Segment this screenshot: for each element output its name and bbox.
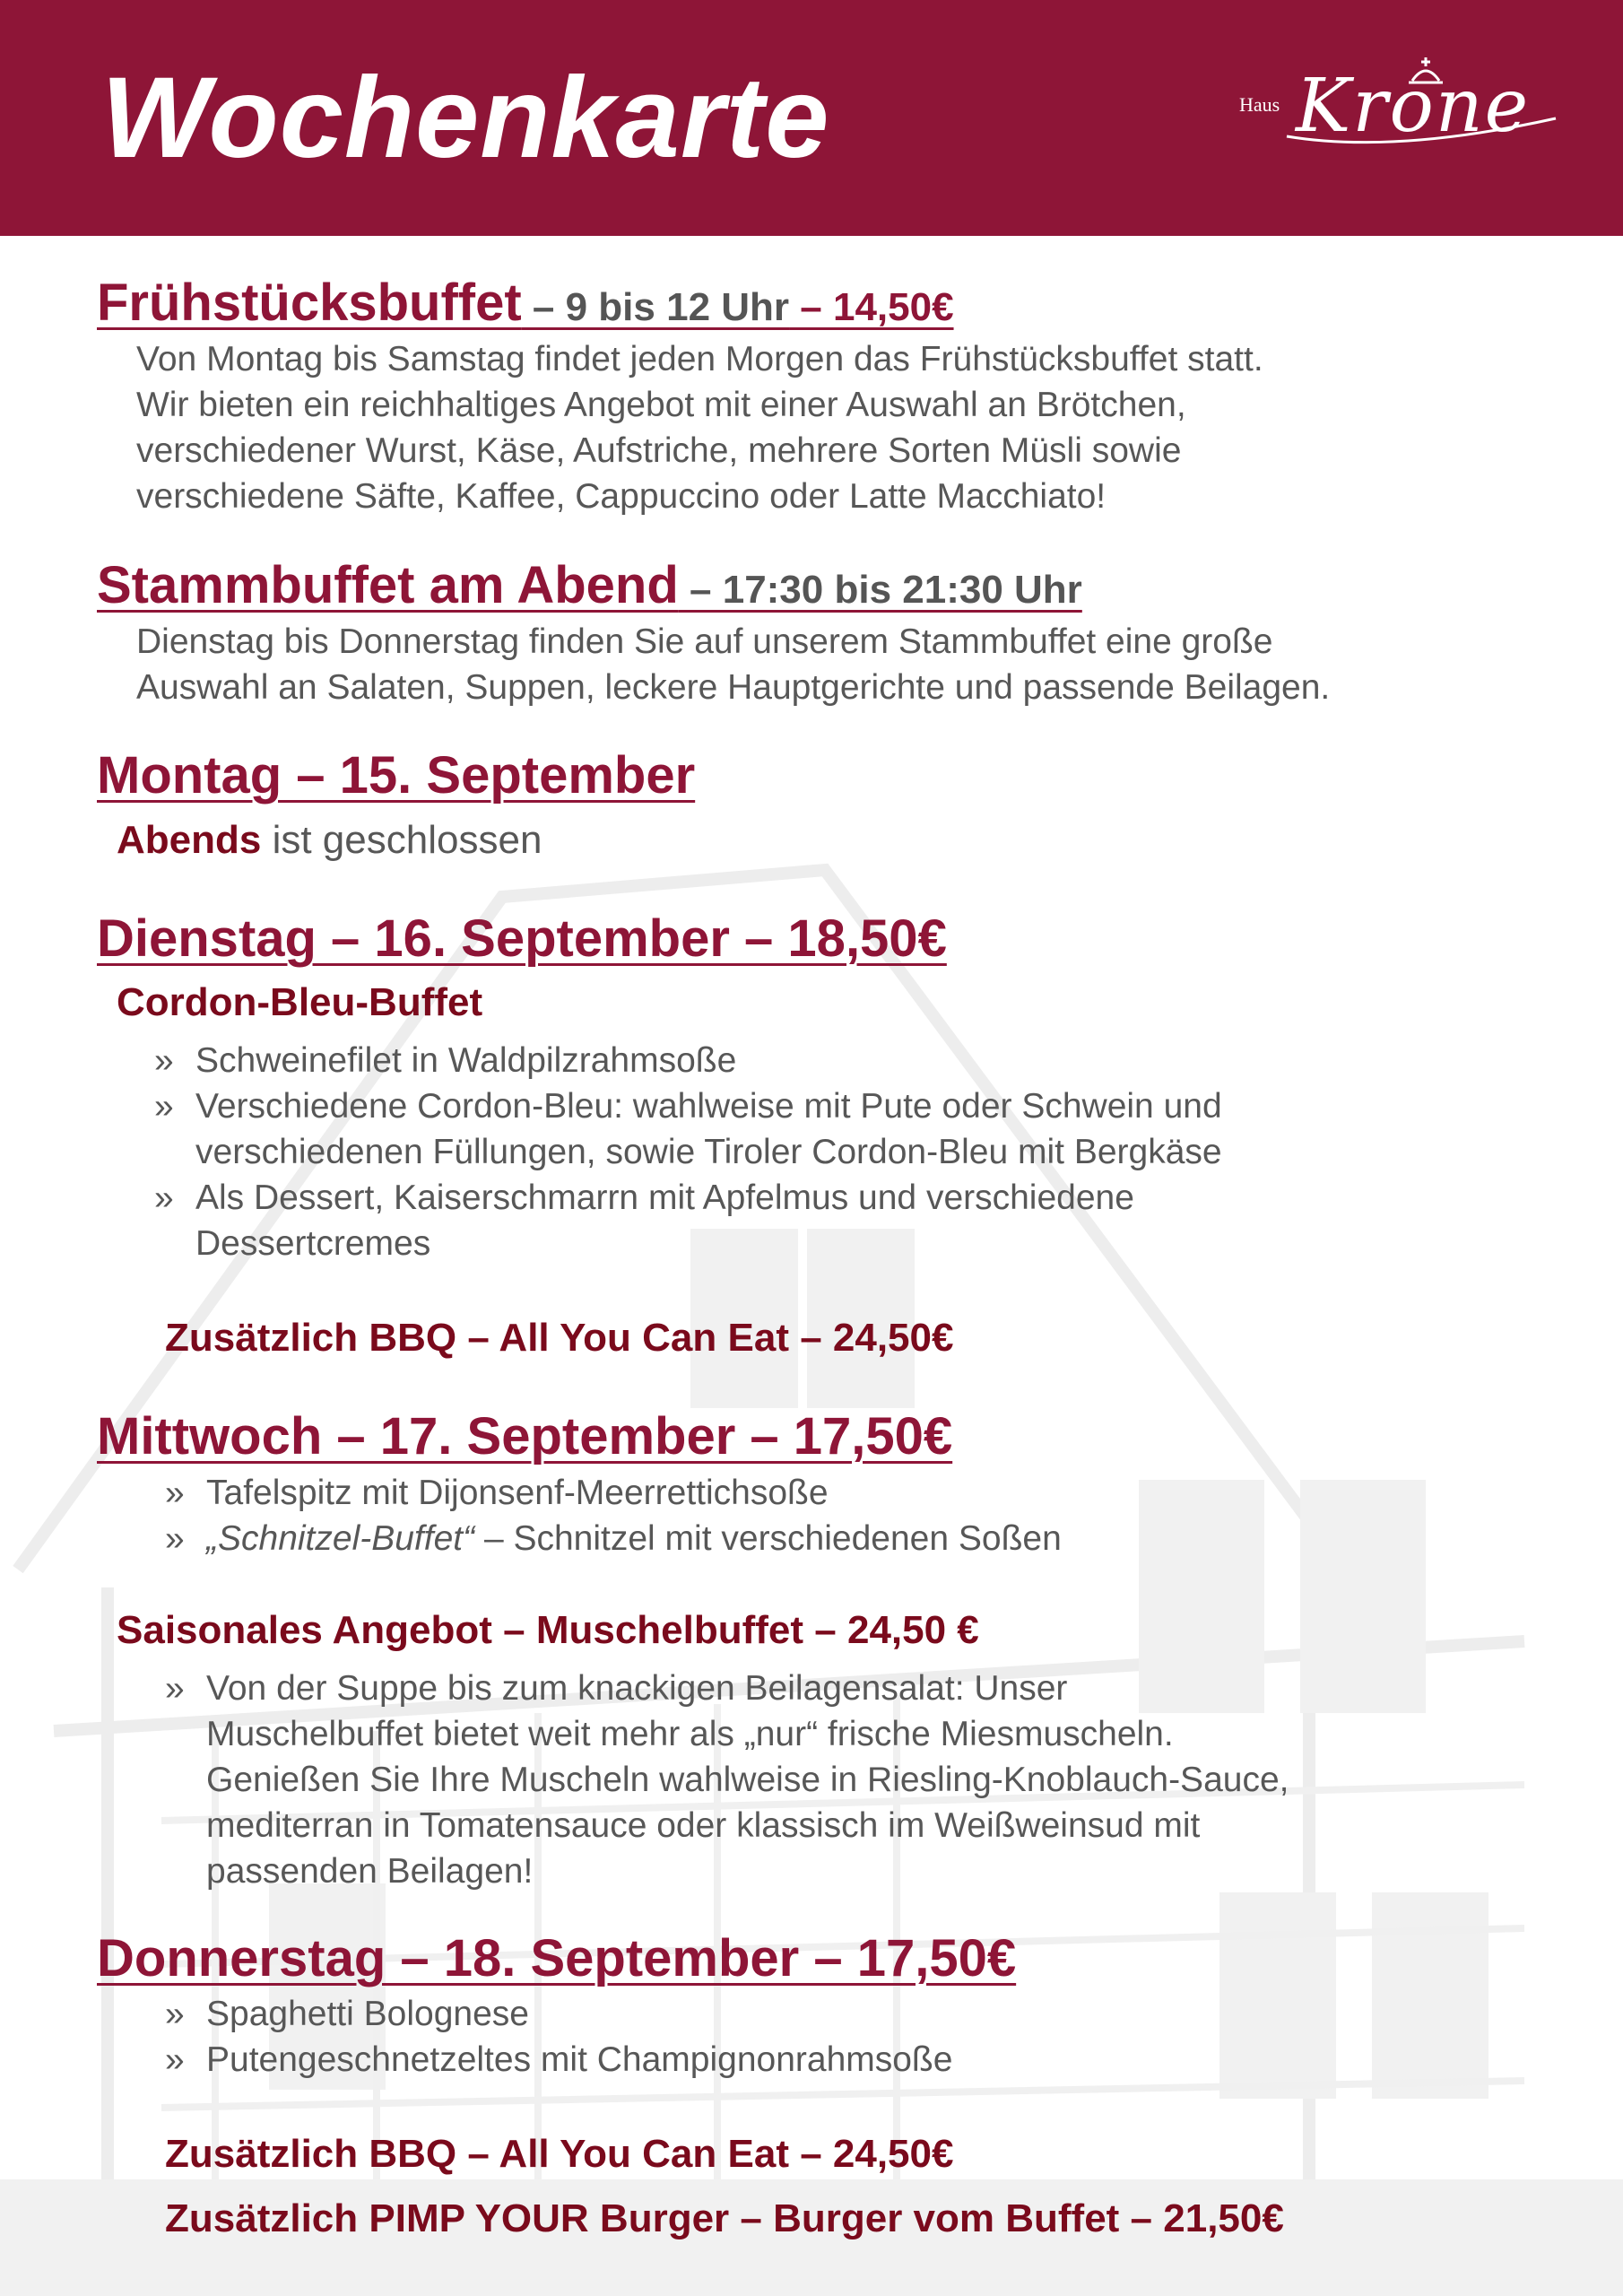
list-item-text: Schweinefilet in Waldpilzrahmsoße <box>195 1041 737 1080</box>
list-item-text: Von der Suppe bis zum knackigen Beilagensalat: Unser <box>206 1669 1068 1708</box>
monday-note <box>117 818 542 862</box>
breakfast-price: – 14,50€ <box>789 285 954 329</box>
list-item <box>165 1470 1062 1516</box>
bullet-icon: » <box>165 1519 185 1558</box>
list-item <box>165 2037 952 2083</box>
list-item-text: Tafelspitz mit Dijonsenf-Meerrettichsoße <box>206 1474 829 1512</box>
tuesday-title: Dienstag – 16. September – 18,50€ <box>97 909 947 968</box>
text-line: Wir bieten ein reichhaltiges Angebot mit einer Auswahl an Brötchen, <box>136 386 1186 424</box>
wednesday-title: Mittwoch – 17. September – 17,50€ <box>97 1407 953 1465</box>
breakfast-title-text: Frühstücksbuffet <box>97 274 522 332</box>
list-item-text: Muschelbuffet bietet weit mehr als „nur“ frische Miesmuscheln. <box>206 1715 1174 1753</box>
mussel-offer-heading: Saisonales Angebot – Muschelbuffet – 24,50 € <box>117 1608 979 1652</box>
thursday-burger-offer: Zusätzlich PIMP YOUR Burger – Burger vom Buffet – 21,50€ <box>165 2196 1284 2240</box>
monday-title: Montag – 15. September <box>97 746 696 804</box>
bullet-icon: » <box>165 2040 185 2079</box>
logo-haus-text: Haus <box>1239 93 1280 116</box>
list-item-text: Verschiedene Cordon-Bleu: wahlweise mit Pute oder Schwein und <box>195 1087 1222 1126</box>
text-line: Von Montag bis Samstag findet jeden Morgen das Frühstücksbuffet statt. <box>136 340 1263 378</box>
bullet-icon: » <box>154 1178 174 1217</box>
bullet-icon: » <box>165 1995 185 2033</box>
thursday-title: Donnerstag – 18. September – 17,50€ <box>97 1929 1017 1987</box>
list-item <box>154 1175 1222 1266</box>
text-line: verschiedener Wurst, Käse, Aufstriche, mehrere Sorten Müsli sowie <box>136 431 1182 470</box>
list-item <box>165 1991 952 2037</box>
logo-krone-text: Krone <box>1296 64 1531 149</box>
evening-buffet-description <box>136 619 1330 710</box>
wednesday-menu-list <box>165 1470 1062 1561</box>
list-item-text: Als Dessert, Kaiserschmarrn mit Apfelmus und verschiedene <box>195 1178 1134 1217</box>
evening-buffet-title <box>97 556 1082 614</box>
monday-note-text: ist geschlossen <box>261 818 542 862</box>
list-item-text: passenden Beilagen! <box>206 1852 534 1891</box>
list-item-text: Genießen Sie Ihre Muscheln wahlweise in Riesling-Knoblauch-Sauce, <box>206 1761 1289 1799</box>
mussel-offer-list <box>165 1665 1289 1894</box>
list-item-italic-text: „Schnitzel-Buffet“ <box>206 1519 475 1558</box>
evening-buffet-time: – 17:30 bis 21:30 Uhr <box>678 568 1082 612</box>
list-item-text: Putengeschnetzeltes mit Champignonrahmsoße <box>206 2040 953 2079</box>
thursday-bbq-offer: Zusätzlich BBQ – All You Can Eat – 24,50€ <box>165 2132 954 2176</box>
list-item-text: mediterran in Tomatensauce oder klassisch im Weißweinsud mit <box>206 1806 1201 1845</box>
page-title: Wochenkarte <box>101 54 830 182</box>
text-line: Dienstag bis Donnerstag finden Sie auf unserem Stammbuffet eine große <box>136 622 1273 661</box>
text-line: verschiedene Säfte, Kaffee, Cappuccino oder Latte Macchiato! <box>136 477 1107 516</box>
list-item <box>154 1083 1222 1175</box>
tuesday-menu-list <box>154 1038 1222 1266</box>
text-line: Auswahl an Salaten, Suppen, leckere Hauptgerichte und passende Beilagen. <box>136 668 1331 707</box>
list-item <box>165 1665 1289 1894</box>
bullet-icon: » <box>165 1669 185 1708</box>
list-item-text: Spaghetti Bolognese <box>206 1995 529 2033</box>
tuesday-subheading: Cordon-Bleu-Buffet <box>117 980 483 1024</box>
list-item <box>165 1516 1062 1561</box>
breakfast-title <box>97 274 954 332</box>
bullet-icon: » <box>154 1041 174 1080</box>
list-item <box>154 1038 1222 1083</box>
bullet-icon: » <box>165 1474 185 1512</box>
breakfast-time: – 9 bis 12 Uhr <box>521 285 790 329</box>
monday-note-bold: Abends <box>117 818 262 862</box>
list-item-text: verschiedenen Füllungen, sowie Tiroler Cordon-Bleu mit Bergkäse <box>195 1133 1222 1171</box>
evening-buffet-title-text: Stammbuffet am Abend <box>97 556 679 614</box>
tuesday-bbq-offer: Zusätzlich BBQ – All You Can Eat – 24,50€ <box>165 1316 954 1360</box>
breakfast-description <box>136 336 1263 519</box>
thursday-menu-list <box>165 1991 952 2083</box>
list-item-text: – Schnitzel mit verschiedenen Soßen <box>474 1519 1062 1558</box>
list-item-text: Dessertcremes <box>195 1224 431 1263</box>
bullet-icon: » <box>154 1087 174 1126</box>
